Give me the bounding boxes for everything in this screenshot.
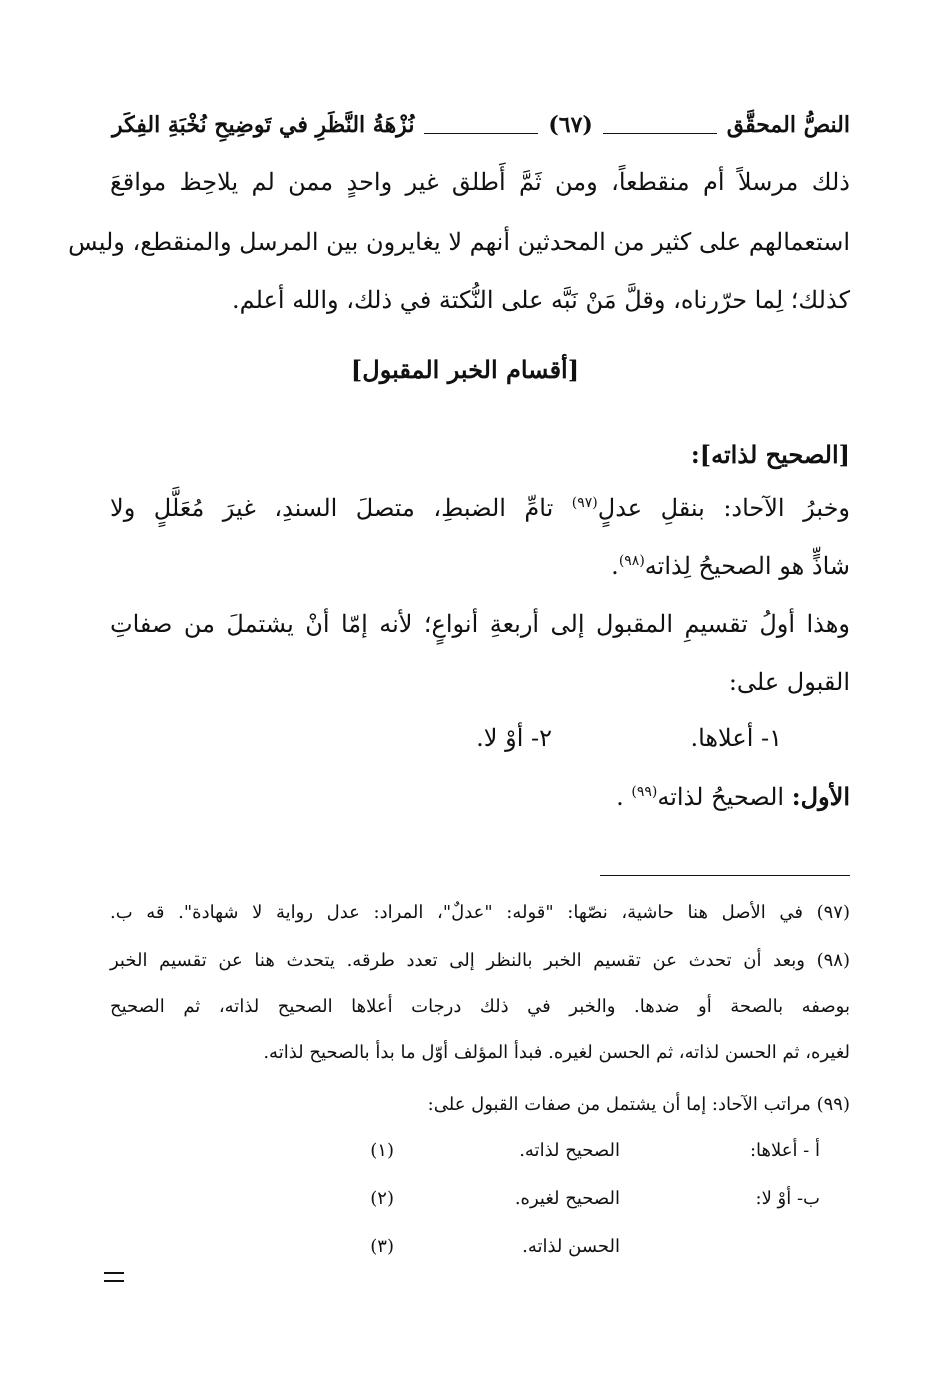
footnote-97: (٩٧) في الأصل هنا حاشية، نصّها: "قوله: "عدلٌ"، المراد: عدل رواية لا شهادة". قه ب. (110, 902, 850, 923)
fn99-row-1-label: أ - أعلاها: (749, 1140, 820, 1161)
para1-line1-start: وخبرُ الآحاد: بنقلِ عدلٍ (597, 494, 850, 522)
list-item-1: ١- أعلاها. (690, 724, 782, 752)
para1-line2-end: . (611, 552, 619, 580)
body-line-3: كذلك؛ لِما حرّرناه، وقلَّ مَنْ نَبَّه على النُّكتة في ذلك، والله أعلم. (232, 286, 850, 314)
footnote-98-line-1: (٩٨) وبعد أن تحدث عن تقسيم الخبر بالنظر إلى تعدد طرقه. يتحدث هنا عن تقسيم الخبر (110, 950, 850, 971)
first-type-text: الصحيحُ لذاته (657, 783, 785, 811)
para1-line-1 (110, 494, 850, 523)
subsection-heading: [الصحيح لذاته]: (690, 440, 850, 469)
first-type-label: الأول: (791, 782, 850, 811)
fn99-row-1-value: الصحيح لذاته. (519, 1140, 620, 1161)
fn99-row-2-label: ب- أوْ لا: (755, 1188, 820, 1209)
footnote-ref-97: (٩٧) (571, 495, 598, 511)
para1-line1-end: تامِّ الضبطِ، متصلَ السندِ، غيرَ مُعَلَّلٍ ولا (110, 494, 554, 522)
footnote-99-intro: (٩٩) مراتب الآحاد: إما أن يشتمل من صفات القبول على: (427, 1094, 850, 1115)
para2-line-2: القبول على: (728, 668, 850, 696)
footnote-separator (600, 875, 850, 876)
page-number: (٦٧) (548, 112, 593, 138)
footnote-98-line-3: لغيره، ثم الحسن لذاته، ثم الحسن لغيره. فبدأ المؤلف أوّل ما بدأ بالصحيح لذاته. (263, 1042, 850, 1063)
book-title: نُزْهَةُ النَّظَرِ في تَوضِيحِ نُخْبَةِ الفِكَر (112, 112, 415, 138)
section-heading: [أقسام الخبر المقبول] (350, 355, 580, 384)
para1-line-2 (110, 552, 850, 581)
footnote-ref-98: (٩٨) (618, 553, 645, 569)
fn99-row-3-value: الحسن لذاته. (522, 1236, 620, 1257)
continuation-mark (104, 1272, 124, 1282)
body-line-1: ذلك مرسلاً أم منقطعاً، ومن ثَمَّ أَطلق غير واحدٍ ممن لم يلاحِظ مواقعَ (110, 168, 850, 196)
header-rule-right (603, 133, 717, 134)
header-section: النصُّ المحقَّق (726, 112, 850, 138)
footnote-98-line-2: بوصفه بالصحة أو ضدها. والخبر في ذلك درجات أعلاها الصحيح لذاته، ثم الصحيح (110, 996, 850, 1017)
fn99-row-1-num: (١) (370, 1140, 394, 1161)
fn99-row-2-num: (٢) (370, 1188, 394, 1209)
para2-line-1: وهذا أولُ تقسيمِ المقبول إلى أربعةِ أنواعٍ؛ لأنه إمّا أنْ يشتملَ من صفاتِ (110, 610, 850, 638)
first-type-line (616, 782, 850, 811)
running-header (112, 105, 850, 145)
fn99-row-2-value: الصحيح لغيره. (514, 1188, 620, 1209)
body-line-2: استعمالهم على كثير من المحدثين أنهم لا يغايرون بين المرسل والمنقطع، وليس (68, 228, 850, 256)
footnote-ref-99: (٩٩) (631, 784, 658, 800)
para1-line2-start: شاذٍّ هو الصحيحُ لِذاته (644, 552, 850, 580)
first-type-end: . (616, 783, 624, 811)
header-rule-left (424, 133, 538, 134)
list-item-2: ٢- أوْ لا. (476, 724, 552, 752)
fn99-row-3-num: (٣) (370, 1236, 394, 1257)
